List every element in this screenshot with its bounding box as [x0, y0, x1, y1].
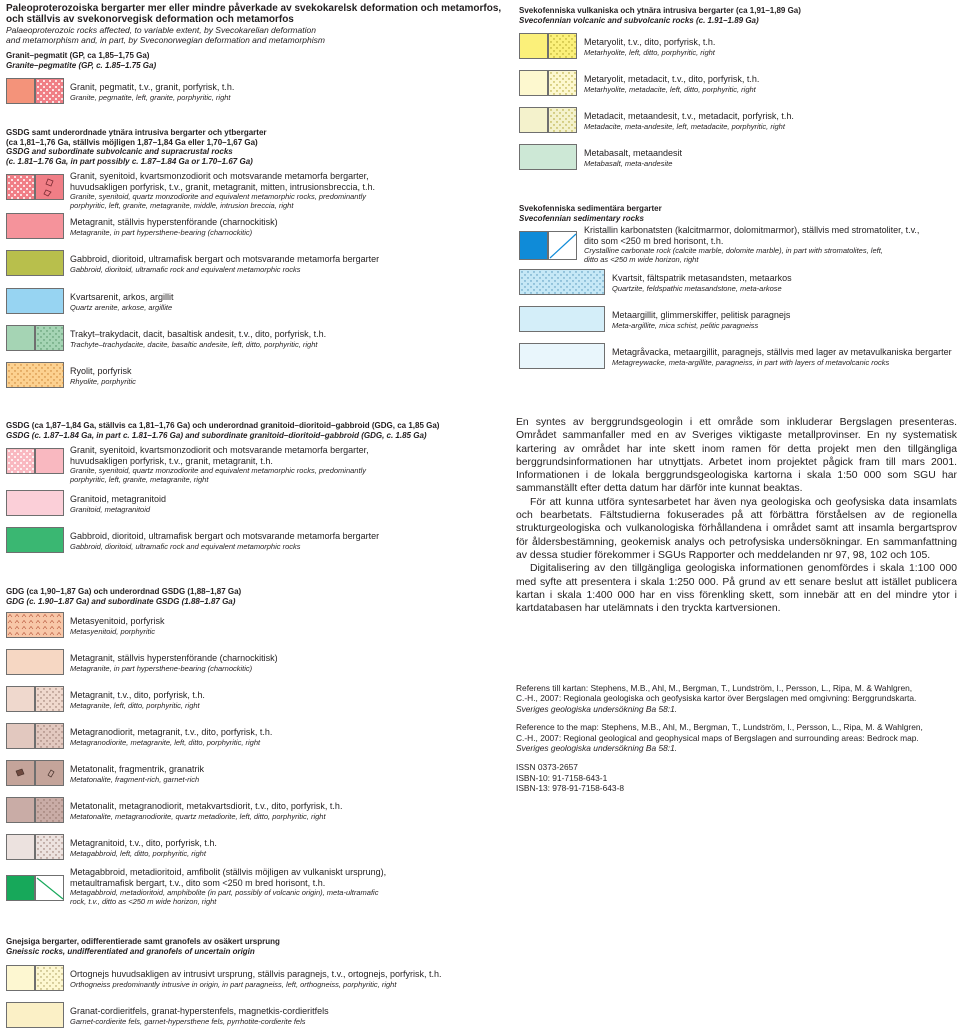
entry-label-en: Gabbroid, dioritoid, ultramafic rock and equivalent metamorphic rocks — [70, 264, 301, 274]
gsdg-heading-4: (c. 1.81–1.76 Ga, in part possibly c. 1.87–1.84 Ga or 1.70–1.67 Ga) — [6, 156, 253, 166]
swatch-metasyenitoid — [6, 612, 64, 638]
description-paragraph-3: Digitalisering av den tillgängliga geologiska informationen genomfördes i skala 1:100 000 med syfte att presentera i skala 1:250 000. På grund av ett senare beslut att istället publicera kartan i skala 1:400 000 har en viss förenkling skett, som innebär att en del mindre ytor i kartdatabasen har utelämnats i den tryckta kartversionen. — [516, 563, 957, 615]
entry-label-sv: Metagranitoid, t.v., dito, porfyrisk, t.h. — [70, 838, 217, 848]
gsdg-heading-2: (ca 1,81–1,76 Ga, ställvis möjligen 1,87–1,84 Ga eller 1,70–1,67 Ga) — [6, 137, 258, 147]
swatch-metagabbroid — [6, 875, 35, 901]
entry-label-en: Metagranite, left, ditto, porphyritic, right — [70, 700, 200, 710]
description-text — [516, 416, 957, 615]
entry-label-sv: Metatonalit, metagranodiorit, metakvartsdiorit, t.v., dito, porfyrisk, t.h. — [70, 801, 343, 811]
sed-heading-sv: Svekofenniska sedimentära bergarter — [519, 204, 662, 213]
volc-heading — [519, 6, 949, 25]
entry-label-sv: Gabbroid, dioritoid, ultramafisk bergart och motsvarande metamorfa bergarter — [70, 531, 380, 541]
swatch-gsdg2-metagranite — [35, 448, 64, 474]
entry-label-en: Quartz arenite, arkose, argillite — [70, 302, 173, 312]
swatch-metabasalt — [519, 144, 577, 170]
entry-label-sv: Granit, pegmatit, t.v., granit, porfyrisk, t.h. — [70, 82, 235, 92]
entry-label-sv: Metagråvacka, metaargillit, paragnejs, ställvis med lager av metavulkaniska bergarter — [612, 347, 952, 357]
entry-label-en-2: ditto as <250 m wide horizon, right — [584, 255, 699, 264]
entry-label-en: Granitoid, metagranitoid — [70, 504, 151, 514]
swatch-gabbroid-green — [6, 527, 64, 553]
entry-label-en-2: porphyritic, left, granite, metagranite, middle, intrusion breccia, right — [70, 201, 294, 210]
swatch-meta-argillite — [519, 306, 605, 332]
volc-heading-en: Svecofennian volcanic and subvolcanic rocks (c. 1.91–1.89 Ga) — [519, 15, 759, 25]
description-paragraph-2: För att kunna utföra syntesarbetet har även nya geologiska och geofysiska data insamlats och bearbetats. Fältstudierna fokuserades på att förbättra förståelsen av de regionella strukturgeologiska och vulkanologiska förhållandena i området samt att insamla bergartsprov för åldersbestämning, geokemisk analys och petrofysiska undersökningar. En sammanfattning av dessa studier förekommer i SGUs Rapporter och meddelanden nr 97, 98, 102 och 105. — [516, 496, 957, 561]
swatch-metagranite-light-porphyritic — [35, 686, 64, 712]
entry-label-en: Rhyolite, porphyritic — [70, 376, 136, 386]
swatch-metadacite — [519, 107, 548, 133]
entry-label-sv: Kristallin karbonatsten (kalcitmarmor, dolomitmarmor), ställvis med stromatoliter, t.v., — [584, 225, 920, 235]
gneiss-heading — [6, 937, 506, 956]
swatch-metatonalite-garnet — [35, 760, 64, 786]
entry-label-en: Metasyenitoid, porphyritic — [70, 626, 156, 636]
entry-label-en: Trachyte–trachydacite, dacite, basaltic andesite, left, ditto, porphyritic, right — [70, 339, 318, 349]
gdg-heading-sv: GDG (ca 1,90–1,87 Ga) och underordnad GSDG (1,88–1,87 Ga) — [6, 587, 242, 596]
swatch-metatonalite-fragment — [6, 760, 35, 786]
swatch-trachyte-porphyritic — [35, 325, 64, 351]
description-paragraph-1: En syntes av berggrundsgeologin i ett område som inkluderar Bergslagen presenteras. Området sammanfaller med en av Sveriges viktigaste metallprovinser. En ny systematisk kartering av området har inte skett inom ramen för detta projekt men den tillgängliga berggrundsinformationen har utnyttjats. Arbetet inom projektet pågick fram till mars 2001. Informationen i de lokala berggrundsgeologiska kartorna i skala 1:50 000 som SGU har sammanställt efter detta datum har därför inte kunnat beaktas. — [516, 417, 957, 495]
reference-sv-1: Referens till kartan: Stephens, M.B., Ahl, M., Bergman, T., Lundström, I., Persson, L., Ripa, M. & Wahlgren, — [516, 683, 913, 693]
swatch-rhyolite — [6, 362, 64, 388]
entry-label-sv: Metagranit, ställvis hyperstenförande (charnockitisk) — [70, 217, 278, 227]
swatch-gsdg-granite — [6, 174, 35, 200]
entry-label-en: Crystalline carbonate rock (calcite marble, dolomite marble), in part with stromatolites, left, — [584, 246, 883, 255]
entry-label-en: Metagabbroid, left, ditto, porphyritic, right — [70, 848, 206, 858]
isbn-10: ISBN-10: 91-7158-643-1 — [516, 772, 608, 783]
entry-label-en: Granite, syenitoid, quartz monzodiorite and equivalent metamorphic rocks, predominantly — [70, 466, 366, 475]
entry-label-en-2: porphyritic, left, granite, metagranite, right — [70, 475, 209, 484]
gsdg-heading-1: GSDG samt underordnade ytnära intrusiva bergarter och ytbergarter — [6, 128, 267, 137]
entry-label-sv: Metagranit, ställvis hyperstenförande (charnockitisk) — [70, 653, 278, 663]
swatch-metarhyolite-porphyritic — [548, 33, 577, 59]
entry-label-en: Metagreywacke, meta-argillite, paragneiss, in part with layers of metavolcanic rocks — [612, 357, 890, 367]
entry-label-en: Orthogneiss predominantly intrusive in origin, in part paragneiss, left, orthogneiss, porphyritic, right — [70, 979, 397, 989]
swatch-metagabbroid-horizon — [35, 875, 64, 901]
swatch-metatonalite — [6, 797, 35, 823]
entry-label-sv: Gabbroid, dioritoid, ultramafisk bergart och motsvarande metamorfa bergarter — [70, 254, 380, 264]
entry-label-sv: Metaryolit, metadacit, t.v., dito, porfyrisk, t.h. — [584, 74, 760, 84]
entry-label-sv: Metatonalit, fragmentrik, granatrik — [70, 764, 205, 774]
reference-sv-3: Sveriges geologiska undersökning Ba 58:1. — [516, 703, 678, 714]
entry-label-en: Garnet-cordierite fels, garnet-hypersthene fels, pyrrhotite-cordierite fels — [70, 1016, 306, 1026]
legend-title-line1: Paleoproterozoiska bergarter mer eller mindre påverkade av svekokarelsk deformation och metamorfos, — [6, 3, 502, 14]
swatch-orthogneiss — [6, 965, 35, 991]
legend-title-en-line2: and metamorphism and, in part, by Sveconorwegian deformation and metamorphism — [6, 35, 325, 45]
swatch-metagranitoid — [6, 834, 35, 860]
gsdg-heading — [6, 128, 267, 166]
swatch-metadacite-porphyritic — [548, 107, 577, 133]
entry-label-sv: Granitoid, metagranitoid — [70, 494, 167, 504]
reference-sv-2: C.-H., 2007: Regionala geologiska och geofysiska kartor över Bergslagen med omgivning: Berggrundskarta. — [516, 693, 917, 704]
entry-label-en: Metatonalite, fragment-rich, garnet-rich — [70, 774, 200, 784]
gsdg2-heading-en: GSDG (c. 1.87–1.84 Ga, in part c. 1.81–1.76 Ga) and subordinate granitoid–dioritoid–gabbroid (GDG, c. 1.85 Ga) — [6, 430, 427, 440]
entry-label-en-2: rock, t.v., ditto as <250 m wide horizon, right — [70, 897, 217, 906]
swatch-metagranite-light — [6, 686, 35, 712]
swatch-granofels — [6, 1002, 64, 1028]
swatch-metagranodiorite — [6, 723, 35, 749]
gp-heading-sv: Granit–pegmatit (GP, ca 1,85–1,75 Ga) — [6, 51, 150, 60]
entry-label-en: Metagranite, in part hypersthene-bearing (charnockitic) — [70, 663, 253, 673]
isbn-13: ISBN-13: 978-91-7158-643-8 — [516, 783, 625, 794]
swatch-gabbroid — [6, 250, 64, 276]
entry-label-sv: Metasyenitoid, porfyrisk — [70, 616, 165, 626]
swatch-metatonalite-porphyritic — [35, 797, 64, 823]
entry-label-sv: Kvartsarenit, arkos, argillit — [70, 292, 174, 302]
swatch-metarhyolite — [519, 33, 548, 59]
entry-label-sv: Granit, syenitoid, kvartsmonzodiorit och motsvarande metamorfa bergarter, — [70, 445, 369, 455]
entry-label-sv: Kvartsit, fältspatrik metasandsten, metaarkos — [612, 273, 792, 283]
gsdg2-heading — [6, 421, 506, 440]
entry-label-en: Quartzite, feldspathic metasandstone, meta-arkose — [612, 283, 782, 293]
entry-label-en: Granite, pegmatite, left, granite, porphyritic, right — [70, 92, 231, 102]
swatch-granite-pegmatite — [6, 78, 35, 104]
entry-label-sv: Metagranit, t.v., dito, porfyrisk, t.h. — [70, 690, 205, 700]
entry-label-sv-2: huvudsakligen porfyrisk, t.v., granit, metagranit, t.h. — [70, 455, 273, 466]
entry-label-en: Metatonalite, metagranodiorite, quartz metadiorite, left, ditto, porphyritic, right — [70, 811, 326, 821]
entry-label-sv: Metagranodiorit, metagranit, t.v., dito, porfyrisk, t.h. — [70, 727, 273, 737]
entry-label-sv: Metaargillit, glimmerskiffer, pelitisk paragnejs — [612, 310, 791, 320]
swatch-metagreywacke — [519, 343, 605, 369]
swatch-granitoid — [6, 490, 64, 516]
entry-label-en: Metagranite, in part hypersthene-bearing (charnockitic) — [70, 227, 253, 237]
swatch-metarhyolite-metadacite — [519, 70, 548, 96]
swatch-carbonate — [519, 231, 548, 260]
reference-en-1: Reference to the map: Stephens, M.B., Ahl, M., Bergman, T., Lundström, I., Persson, L., Ripa, M. & Wahlgren, — [516, 722, 923, 733]
swatch-metagranitoid-porphyritic — [35, 834, 64, 860]
volc-heading-sv: Svekofenniska vulkaniska och ytnära intrusiva bergarter (ca 1,91–1,89 Ga) — [519, 6, 801, 15]
entry-label-en: Metarhyolite, metadacite, left, ditto, porphyritic, right — [584, 84, 756, 94]
reference-en-3: Sveriges geologiska undersökning Ba 58:1. — [516, 743, 678, 754]
entry-label-sv-2: dito som <250 m bred horisont, t.h. — [584, 235, 724, 246]
gsdg2-heading-sv: GSDG (ca 1,87–1,84 Ga, ställvis ca 1,81–1,76 Ga) och underordnad granitoid–dioritoid–gabbroid (GDG, ca 1,85 Ga) — [6, 421, 440, 430]
legend-header — [6, 3, 506, 45]
issn: ISSN 0373-2657 — [516, 762, 578, 773]
entry-label-en: Metarhyolite, left, ditto, porphyritic, right — [584, 47, 715, 57]
entry-label-en: Metadacite, meta-andesite, left, metadacite, porphyritic, right — [584, 121, 785, 131]
swatch-carbonate-horizon — [548, 231, 577, 260]
swatch-metagranite — [6, 213, 64, 239]
entry-label-sv: Metagabbroid, metadioritoid, amfibolit (ställvis möjligen av vulkaniskt ursprung), — [70, 867, 387, 877]
entry-label-sv: Trakyt–trakydacit, dacit, basaltisk andesit, t.v., dito, porfyrisk, t.h. — [70, 329, 327, 339]
reference-en-2: C.-H., 2007: Regional geological and geophysical maps of Bergslagen and surrounding areas: Bedrock map. — [516, 732, 919, 743]
gp-heading-en: Granite–pegmatite (GP, c. 1.85–1.75 Ga) — [6, 60, 157, 70]
gp-heading — [6, 51, 156, 70]
swatch-gsdg2-granite — [6, 448, 35, 474]
entry-label-sv: Ryolit, porfyrisk — [70, 366, 132, 376]
swatch-metagranodiorite-porphyritic — [35, 723, 64, 749]
entry-label-en: Meta-argillite, mica schist, pelitic paragneiss — [612, 320, 759, 330]
swatch-orthogneiss-porphyritic — [35, 965, 64, 991]
gsdg-heading-3: GSDG and subordinate subvolcanic and supracrustal rocks — [6, 147, 233, 156]
references — [516, 683, 957, 794]
entry-label-en: Metabasalt, meta-andesite — [584, 158, 673, 168]
entry-label-sv-2: huvudsakligen porfyrisk, t.v., granit, metagranit, mitten, intrusionsbreccia, t.h. — [70, 181, 375, 192]
swatch-intrusion-breccia — [35, 174, 64, 200]
legend-title-line2: och ställvis av svekonorvegisk deformation och metamorfos — [6, 14, 294, 25]
swatch-granite-porphyritic — [35, 78, 64, 104]
entry-label-en: Gabbroid, dioritoid, ultramafic rock and equivalent metamorphic rocks — [70, 541, 301, 551]
legend-title-en-line1: Palaeoproterozoic rocks affected, to variable extent, by Svecokarelian deformation — [6, 25, 316, 35]
entry-label-en: Metagranodiorite, metagranite, left, ditto, porphyritic, right — [70, 737, 261, 747]
swatch-quartz-arenite — [6, 288, 64, 314]
sed-heading-en: Svecofennian sedimentary rocks — [519, 213, 644, 223]
entry-label-sv: Granat-cordieritfels, granat-hyperstenfels, magnetkis-cordieritfels — [70, 1006, 329, 1016]
entry-label-sv-2: metaultramafisk bergart, t.v., dito som <250 m bred horisont, t.h. — [70, 877, 326, 888]
swatch-trachyte — [6, 325, 35, 351]
swatch-metagranite-peach — [6, 649, 64, 675]
swatch-metarhyolite-metadacite-porphyritic — [548, 70, 577, 96]
gneiss-heading-sv: Gnejsiga bergarter, odifferentierade samt granofels av osäkert ursprung — [6, 937, 280, 946]
gneiss-heading-en: Gneissic rocks, undifferentiated and granofels of uncertain origin — [6, 946, 255, 956]
entry-label-en: Metagabbroid, metadioritoid, amphibolite (in part, possibly of volcanic origin), meta-ultramafic — [70, 888, 379, 897]
gdg-heading — [6, 587, 506, 606]
entry-label-sv: Metabasalt, metaandesit — [584, 148, 683, 158]
entry-label-sv: Metadacit, metaandesit, t.v., metadacit, porfyrisk, t.h. — [584, 111, 794, 121]
entry-label-sv: Metaryolit, t.v., dito, porfyrisk, t.h. — [584, 37, 716, 47]
gdg-heading-en: GDG (c. 1.90–1.87 Ga) and subordinate GSDG (1.88–1.87 Ga) — [6, 596, 236, 606]
sed-heading — [519, 204, 949, 223]
entry-label-sv: Ortognejs huvudsakligen av intrusivt ursprung, ställvis paragnejs, t.v., ortognejs, porfyrisk, t.h. — [70, 969, 442, 979]
entry-label-en: Granite, syenitoid, quartz monzodiorite and equivalent metamorphic rocks, predominantly — [70, 192, 366, 201]
entry-label-sv: Granit, syenitoid, kvartsmonzodiorit och motsvarande metamorfa bergarter, — [70, 171, 369, 181]
swatch-quartzite — [519, 269, 605, 295]
